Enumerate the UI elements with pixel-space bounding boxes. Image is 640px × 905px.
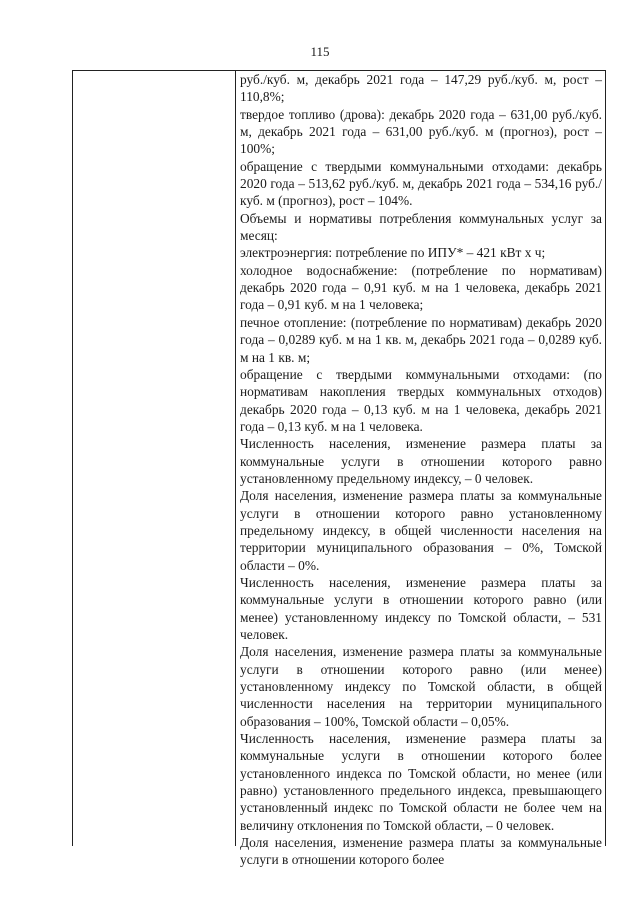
paragraph-share-equal-limit: Доля населения, изменение размера платы за коммунальные услуги в отношении которого равно установленному предельному индексу, в общей численности населения на территории муниципального образования – 0%, Томской области – 0%. [240,488,602,573]
paragraph-solid-waste-norms: обращение с твердыми коммунальными отходами: (по нормативам накопления твердых коммунальных отходов) декабрь 2020 года – 0,13 куб. м на 1 человека, декабрь 2021 года – 0,13 куб. м на 1 человека. [240,366,602,434]
paragraph-population-above-regional: Численность населения, изменение размера платы за коммунальные услуги в отношении которого более установленного индекса по Томской области, но менее (или равно) установленного предельного индекса, превышающего установленный индекс по Томской области не более чем на величину отклонения по Томской области, – 0 человек. [240,731,602,833]
table-left-column [73,71,236,846]
document-table [72,70,606,868]
paragraph-cold-water: холодное водоснабжение: (потребление по нормативам) декабрь 2020 года – 0,91 куб. м на 1 человека, декабрь 2021 года – 0,91 куб. м на 1 человека; [240,262,602,313]
table-right-column [236,71,606,868]
paragraph-volumes-heading: Объемы и нормативы потребления коммунальных услуг за месяц: [240,210,602,244]
page-number: 115 [310,44,330,59]
paragraph-share-above-regional: Доля населения, изменение размера платы за коммунальные услуги в отношении которого более [240,835,602,868]
paragraph-tariff-growth-end: руб./куб. м, декабрь 2021 года – 147,29 руб./куб. м, рост – 110,8%; [240,72,602,105]
paragraph-population-equal-limit: Численность населения, изменение размера платы за коммунальные услуги в отношении которого равно установленному предельному индексу, – 0 человек. [240,436,602,486]
paragraph-electricity: электроэнергия: потребление по ИПУ* – 421 кВт х ч; [240,245,546,261]
paragraph-share-equal-regional: Доля населения, изменение размера платы за коммунальные услуги в отношении которого равно (или менее) установленному индексу по Томской области, в общей численности населения на территории муниципального образования – 100%, Томской области – 0,05%. [240,644,602,729]
paragraph-solid-waste-tariff: обращение с твердыми коммунальными отходами: декабрь 2020 года – 513,62 руб./куб. м, декабрь 2021 года – 534,16 руб./куб. м (прогноз), рост – 104%. [240,158,602,209]
paragraph-population-equal-regional: Численность населения, изменение размера платы за коммунальные услуги в отношении которого равно (или менее) установленному индексу по Томской области, – 531 человек. [240,574,602,642]
paragraph-stove-heating: печное отопление: (потребление по нормативам) декабрь 2020 года – 0,0289 куб. м на 1 кв. м, декабрь 2021 года – 0,0289 куб. м на 1 кв. м; [240,314,602,365]
paragraph-solid-fuel: твердое топливо (дрова): декабрь 2020 года – 631,00 руб./куб. м, декабрь 2021 года – 631,00 руб./куб. м (прогноз), рост – 100%; [240,106,602,157]
